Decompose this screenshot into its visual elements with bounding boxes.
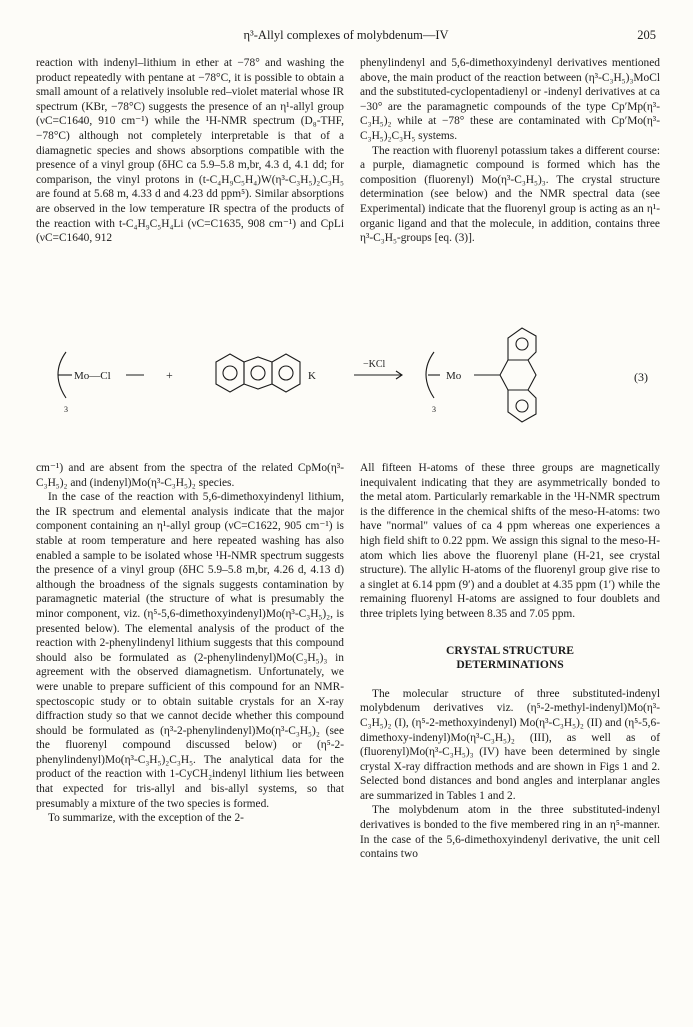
paragraph: The reaction with fluorenyl potassium takes a different course: a purple, diamagnetic compound is formed which has the composition (fluorenyl) Mo(η³-C₃H₅)₃. The crystal structure determination (see below) and the NMR spectral data (see Experimental) indicate that the fluorenyl group is acting as an η¹-organic ligand and that the molecule, in addition, contains three η³-C₃H₅-groups [eq. (3)]. [360,144,660,245]
section-heading [360,644,660,673]
page-number: 205 [637,28,656,42]
potassium-counterion: K [308,370,316,382]
paragraph: cm⁻¹) and are absent from the spectra of the related CpMo(η³-C₃H₅)₂ and (indenyl)Mo(η³-C₃H₅)₂ species. [36,462,344,489]
fluorenyl-ring-right [272,354,300,392]
section-heading-line: DETERMINATIONS [456,658,564,672]
subscript-3: 3 [64,405,68,414]
fluorenyl-upper-ring [508,328,536,360]
reaction-equation-3 [36,312,656,452]
column-right-bottom [360,461,660,862]
fluorenyl-sigma-ring [500,360,536,390]
column-right-top [360,56,660,246]
byproduct-label: −KCl [363,359,386,370]
paragraph: To summarize, with the exception of the 2- [48,812,244,825]
product-metal: Mo [446,370,462,382]
equation-number: (3) [634,370,648,384]
paragraph: The molybdenum atom in the three substituted-indenyl derivatives is bonded to the five membered ring in an η⁵-manner. In the case of the 5,6-dimethoxyindenyl derivative, the unit cell contains two [360,804,660,861]
paragraph: In the case of the reaction with 5,6-dimethoxyindenyl lithium, the IR spectrum and elemental analysis indicate that the major component containing an η¹-allyl group (νC=C1622, 905 cm⁻¹) is stable at room temperature and here repeated washing has also enabled a sample to be isolated whose ¹H-NMR spectrum suggests the presence of a vinyl group (δHC 5.9–5.8 m,br, 4.26 d, 4.13 d) although the broadness of the signals suggests contamination by paramagnetic material (the structure of what is presumably the minor component, viz. (η⁵-5,6-dimethoxyindenyl)Mo(η³-C₃H₅)₂, is presented below). The elemental analysis of the product of the reaction with 2-phenylindenyl lithium suggests that this compound should also be formulated as (2-phenylindenyl)Mo(C₃H₅)₃ in agreement with the observed diamagnetism. Unfortunately, we were unable to prepare sufficient of this compound for an NMR-spectoscopic study or to obtain suitable crystals for an X-ray diffraction study so that we cannot decide whether this compound should be formulated as (η³-2-phenylindenyl)Mo(η³-C₃H₅)₂ (see the fluorenyl compound discussed below) or (η⁵-2-phenylindenyl)Mo(η³-C₃H₅)₂C₃H₅. The analytical data for the product of the reaction with 1-CyCH₂indenyl lithium lies between that expected for tris-allyl and bis-allyl systems, so that presumably a mixture of the two species is formed. [36,491,344,810]
fluorenyl-ring-center [244,357,272,389]
paragraph: All fifteen H-atoms of these three groups are magnetically inequivalent indicating that they are asymmetrically bonded to the metal atom. Particularly remarkable in the ¹H-NMR spectrum is the difference in the chemical shifts of the meso-H-atoms: two have "normal" values of ca 4 ppm whereas one experiences a high field shift to 0.22 ppm. We assign this signal to the meso-H-atom which lies above the fluorenyl plane (H-21, see crystal structure). The allylic H-atoms of the fluorenyl group give rise to a singlet at 6.14 ppm (9′) and a doublet at 4.35 ppm (1′) while the remaining fluorenyl H-atoms are assigned to four doublets and three triplets lying between 8.35 and 7.05 ppm. [360,462,660,620]
plus-sign: + [166,368,173,382]
reagent-mo-cl: Mo—Cl [74,370,111,382]
paragraph: reaction with indenyl–lithium in ether at −78° and washing the product repeatedly with pentane at −78°C, it is possible to obtain a small amount of a relatively insoluble red–violet material whose IR spectrum (KBr, −78°C) suggests the presence of an η¹-allyl group (νC=C1640, 910 cm⁻¹) while the ¹H-NMR spectrum (D₈-THF, −78°C) although not completely interpretable is that of a diamagnetic species and shows absorptions compatible with the presence of a vinyl group (δHC ca 5.9–5.8 m,br, 4.3 d, 4.1 dd; for comparison, the vinyl protons in (t-C₄H₉C₅H₄)W(η³-C₃H₅)₂C₃H₅ are found at 5.68 m, 4.33 d and 4.23 dd ppm⁵). Similar absorptions are observed in the low temperature IR spectra of the products of the reaction with t-C₄H₉C₅H₄Li (νC=C1635, 908 cm⁻¹) and CpLi (νC=C1640, 912 [36,57,344,245]
running-title: η³-Allyl complexes of molybdenum—IV [243,28,449,42]
column-left-bottom [36,461,344,826]
fluorenyl-lower-ring [508,390,536,422]
column-left-top [36,56,344,246]
fluorenyl-ring-left [216,354,244,392]
reaction-scheme-diagram [36,312,656,452]
section-heading-line: CRYSTAL STRUCTURE [446,643,574,657]
running-header [36,28,656,46]
paragraph: The molecular structure of three substituted-indenyl molybdenum derivatives viz. (η⁵-2-methyl-indenyl)Mo(η³-C₃H₅)₂ (I), (η⁵-2-methoxyindenyl) Mo(η³-C₃H₅)₂ (II) and (η⁵-5,6-dimethoxy-indenyl)Mo(η³-C₃H₅)₂ (III), as well as of (fluorenyl)Mo(η³-C₃H₅)₃ (IV) have been determined by single crystal X-ray diffraction methods and are shown in Figs 1 and 2. Selected bond distances and bond angles and interplanar angles are summarized in Tables 1 and 2. [360,687,660,802]
paragraph: phenylindenyl and 5,6-dimethoxyindenyl derivatives mentioned above, the main product of the reaction between (η³-C₃H₅)₃MoCl and the substituted-cyclopentadienyl or -indenyl derivatives at ca −30° are the paramagnetic compounds of the type Cp′Mp(η³-C₃H₅)₂ while at −78° these are contaminated with Cp′Mo(η³-C₃H₅)₂C₃H₅ systems. [360,57,660,142]
subscript-3: 3 [432,405,436,414]
